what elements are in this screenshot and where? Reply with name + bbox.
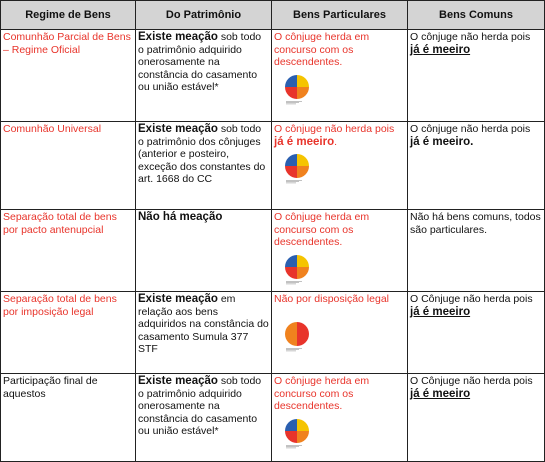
- patrimonio-bold: Não há meação: [138, 211, 223, 223]
- table-row: [1, 374, 545, 462]
- particulares-bold: já é meeiro: [274, 135, 335, 148]
- pie-legend-line: [286, 103, 296, 104]
- table-row: [1, 292, 545, 374]
- particulares-tail: .: [334, 135, 338, 148]
- comuns-text: O Cônjuge não herda pois: [410, 375, 533, 387]
- pie-slice: [285, 255, 297, 267]
- patrimonio-cell: [136, 30, 272, 122]
- comuns-text: O cônjuge não herda pois: [410, 123, 531, 135]
- comuns-bold: já é meeiro: [410, 43, 471, 56]
- particulares-text: O cônjuge herda em concurso com os descendentes.: [274, 211, 370, 248]
- pie-slice: [297, 267, 309, 279]
- header-comuns: Bens Comuns: [408, 1, 545, 30]
- comuns-text: O Cônjuge não herda pois: [410, 293, 533, 305]
- comuns-cell: [408, 30, 545, 122]
- pie-chart-thumbnail: [282, 320, 314, 352]
- pie-slice: [297, 255, 309, 267]
- particulares-text: O cônjuge herda em concurso com os descendentes.: [274, 375, 370, 412]
- pie-legend-line: [286, 349, 299, 350]
- patrimonio-text: sob todo o patrimônio adquirido onerosamente na constância do casamento ou união estável*: [138, 375, 262, 437]
- pie-legend-line: [286, 102, 299, 103]
- particulares-cell: [272, 292, 408, 374]
- table-row: [1, 122, 545, 210]
- comuns-bold: já é meeiro: [410, 387, 471, 400]
- particulares-text: O cônjuge herda em concurso com os descendentes.: [274, 31, 370, 68]
- pie-slice: [285, 431, 297, 443]
- comuns-text: O cônjuge não herda pois: [410, 31, 531, 43]
- header-row: [1, 1, 545, 30]
- patrimonio-text: sob todo o patrimônio dos cônjuges (anterior e posteiro, exceção dos constantes do art. 1668 do CC: [138, 123, 266, 185]
- pie-legend-line: [286, 181, 299, 182]
- particulares-text: Não por disposição legal: [274, 293, 389, 305]
- regime-cell: Comunhão Universal: [1, 122, 136, 210]
- pie-legend-line: [286, 180, 302, 181]
- regime-cell: Separação total de bens por imposição legal: [1, 292, 136, 374]
- pie-slice: [285, 322, 297, 346]
- pie-legend-line: [286, 447, 296, 448]
- regime-cell: Participação final de aquestos: [1, 374, 136, 462]
- pie-legend-line: [286, 183, 296, 184]
- pie-legend-line: [286, 446, 299, 447]
- patrimonio-text: sob todo o patrimônio adquirido onerosamente na constância do casamento ou união estável*: [138, 31, 262, 93]
- pie-slice: [297, 75, 309, 87]
- pie-slice: [297, 419, 309, 431]
- comuns-cell: Não há bens comuns, todos são particulares.: [408, 210, 545, 292]
- patrimonio-cell: [136, 122, 272, 210]
- particulares-cell: [272, 374, 408, 462]
- pie-slice: [297, 431, 309, 443]
- pie-legend-line: [286, 282, 299, 283]
- comuns-cell: [408, 122, 545, 210]
- pie-slice: [297, 322, 309, 346]
- patrimonio-bold: Existe meação: [138, 31, 218, 43]
- header-patrimonio: Do Patrimônio: [136, 1, 272, 30]
- header-particulares: Bens Particulares: [272, 1, 408, 30]
- patrimonio-text: em relação aos bens adquiridos na constância do casamento Sumula 377 STF: [138, 293, 269, 355]
- pie-slice: [285, 154, 297, 166]
- patrimonio-cell: [136, 292, 272, 374]
- pie-slice: [297, 87, 309, 99]
- pie-legend-line: [286, 348, 302, 349]
- comuns-cell: [408, 292, 545, 374]
- comuns-bold: já é meeiro.: [410, 135, 474, 148]
- pie-legend-line: [286, 350, 296, 351]
- pie-chart-thumbnail: [282, 73, 314, 105]
- comuns-bold: já é meeiro: [410, 305, 471, 318]
- pie-slice: [297, 166, 309, 178]
- patrimonio-bold: Existe meação: [138, 375, 218, 387]
- pie-chart-thumbnail: [282, 253, 314, 285]
- patrimonio-bold: Existe meação: [138, 123, 218, 135]
- particulares-cell: [272, 210, 408, 292]
- header-regime: Regime de Bens: [1, 1, 136, 30]
- comuns-cell: [408, 374, 545, 462]
- pie-chart-thumbnail: [282, 152, 314, 184]
- table-row: [1, 30, 545, 122]
- regime-cell: Comunhão Parcial de Bens – Regime Oficial: [1, 30, 136, 122]
- pie-slice: [285, 166, 297, 178]
- pie-slice: [285, 87, 297, 99]
- particulares-text: O cônjuge não herda pois: [274, 123, 395, 135]
- particulares-cell: [272, 30, 408, 122]
- regime-cell: Separação total de bens por pacto antenupcial: [1, 210, 136, 292]
- pie-chart-thumbnail: [282, 417, 314, 449]
- table-row: [1, 210, 545, 292]
- patrimonio-bold: Existe meação: [138, 293, 218, 305]
- patrimonio-cell: [136, 374, 272, 462]
- pie-legend-line: [286, 101, 302, 102]
- pie-slice: [285, 267, 297, 279]
- pie-slice: [285, 75, 297, 87]
- patrimonio-cell: [136, 210, 272, 292]
- pie-legend-line: [286, 445, 302, 446]
- particulares-cell: [272, 122, 408, 210]
- pie-legend-line: [286, 281, 302, 282]
- pie-legend-line: [286, 283, 296, 284]
- pie-slice: [297, 154, 309, 166]
- pie-slice: [285, 419, 297, 431]
